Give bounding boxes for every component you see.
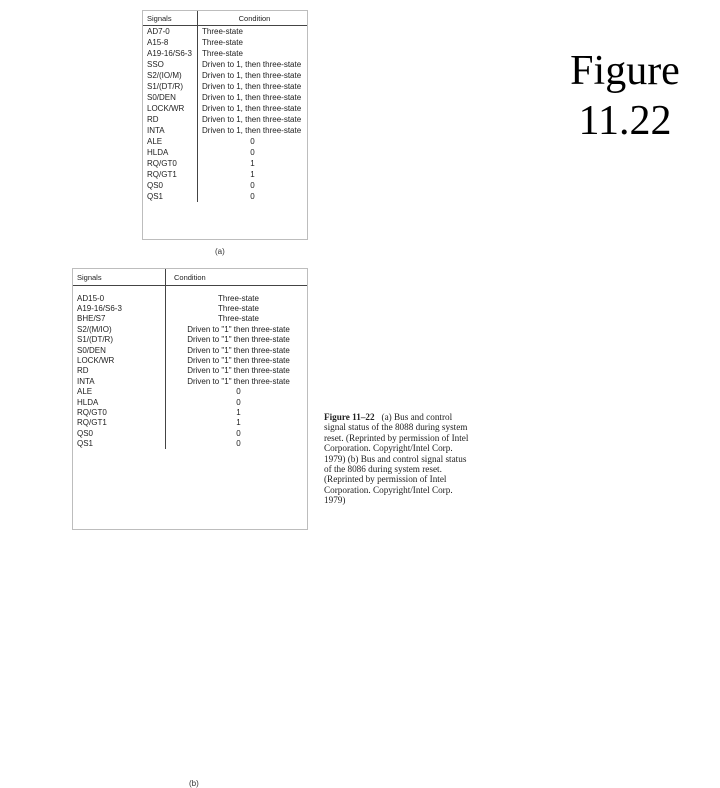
signal-cell: RD bbox=[147, 115, 159, 124]
signal-cell: LOCK/WR bbox=[77, 356, 115, 366]
signal-cell: LOCK/WR bbox=[147, 104, 185, 113]
signal-cell: HLDA bbox=[147, 148, 169, 157]
signal-cell: S1/(DT/R) bbox=[147, 82, 183, 91]
condition-cell: 0 bbox=[166, 428, 308, 438]
table-row bbox=[73, 407, 307, 417]
condition-cell: Driven to "1" then three-state bbox=[166, 355, 308, 365]
figure-caption bbox=[324, 412, 474, 506]
table-row bbox=[73, 303, 307, 313]
header-signals: Signals bbox=[143, 11, 198, 26]
table-row bbox=[143, 158, 307, 169]
table-header-row bbox=[143, 11, 307, 26]
signal-cell: SSO bbox=[147, 60, 164, 69]
signal-cell: BHE/S7 bbox=[77, 314, 106, 324]
table-row bbox=[73, 397, 307, 407]
condition-cell: Three-state bbox=[198, 48, 308, 59]
signal-cell: ALE bbox=[147, 137, 163, 146]
condition-cell: 0 bbox=[198, 191, 308, 202]
table-row bbox=[73, 355, 307, 365]
spacer-row bbox=[73, 286, 307, 294]
table-row bbox=[143, 70, 307, 81]
condition-cell: Driven to 1, then three-state bbox=[198, 81, 308, 92]
signal-cell: S2/(IO/M) bbox=[147, 71, 182, 80]
condition-cell: Three-state bbox=[166, 314, 308, 324]
signal-cell: S0/DEN bbox=[147, 93, 176, 102]
condition-cell: Driven to 1, then three-state bbox=[198, 103, 308, 114]
signal-cell: ALE bbox=[77, 387, 93, 397]
table-row bbox=[143, 103, 307, 114]
condition-cell: 1 bbox=[166, 407, 308, 417]
condition-cell: 0 bbox=[198, 147, 308, 158]
table-row bbox=[143, 169, 307, 180]
signal-cell: RQ/GT1 bbox=[77, 418, 107, 428]
table-body-a bbox=[143, 26, 307, 203]
condition-cell: Driven to "1" then three-state bbox=[166, 324, 308, 334]
condition-cell: Three-state bbox=[198, 26, 308, 38]
table-row bbox=[143, 59, 307, 70]
condition-cell: Driven to 1, then three-state bbox=[198, 92, 308, 103]
header-signals: Signals bbox=[73, 269, 166, 286]
slide-title bbox=[540, 46, 710, 146]
scanned-table-b bbox=[72, 268, 308, 788]
table-row bbox=[73, 418, 307, 428]
table-row bbox=[73, 345, 307, 355]
signal-cell: QS1 bbox=[77, 439, 94, 449]
signal-cell: A19-16/S6-3 bbox=[77, 304, 122, 314]
table-row bbox=[73, 314, 307, 324]
header-condition: Condition bbox=[198, 11, 308, 26]
signal-cell: INTA bbox=[147, 126, 165, 135]
table-row bbox=[143, 191, 307, 202]
caption-text: (a) Bus and control signal status of the 8088 during system reset. (Reprinted by permission of Intel Corporation. Copyright/Intel Corp. 1979) (b) Bus and control signal status of the 8086 during system reset. (Reprinted by permission of Intel Corporation. Copyright/Intel Corp. 1979) bbox=[324, 412, 469, 506]
table-row bbox=[143, 92, 307, 103]
signal-cell: QS0 bbox=[147, 181, 164, 190]
table-row bbox=[143, 180, 307, 191]
signal-cell: RQ/GT1 bbox=[147, 170, 177, 179]
table-row bbox=[73, 335, 307, 345]
table-header-row bbox=[73, 269, 307, 286]
signal-cell: A15-8 bbox=[147, 38, 169, 47]
table-row bbox=[143, 147, 307, 158]
table-row bbox=[73, 324, 307, 334]
signal-cell: S2/(M/IO) bbox=[77, 324, 112, 334]
slide-title-line1: Figure bbox=[570, 48, 680, 94]
table-row bbox=[73, 366, 307, 376]
condition-cell: Driven to 1, then three-state bbox=[198, 125, 308, 136]
table-row bbox=[143, 125, 307, 136]
signal-cell: A19-16/S6-3 bbox=[147, 49, 192, 58]
signal-cell: S1/(DT/R) bbox=[77, 335, 113, 345]
caption-figure-number: Figure 11–22 bbox=[324, 412, 375, 422]
header-condition: Condition bbox=[166, 269, 308, 286]
table-row bbox=[143, 81, 307, 92]
condition-cell: Driven to "1" then three-state bbox=[166, 376, 308, 386]
table-row bbox=[73, 387, 307, 397]
condition-cell: Driven to "1" then three-state bbox=[166, 335, 308, 345]
condition-cell: 1 bbox=[198, 169, 308, 180]
table-row bbox=[143, 26, 307, 38]
table-row bbox=[73, 293, 307, 303]
condition-cell: 0 bbox=[166, 387, 308, 397]
condition-cell: Driven to "1" then three-state bbox=[166, 366, 308, 376]
table-body-b bbox=[73, 286, 307, 449]
table-row bbox=[143, 37, 307, 48]
table-row bbox=[73, 376, 307, 386]
table-row bbox=[73, 438, 307, 448]
signal-cell: QS1 bbox=[147, 192, 164, 201]
spacer-cell bbox=[73, 286, 166, 294]
scanned-table-a bbox=[142, 10, 308, 256]
condition-cell: 0 bbox=[198, 136, 308, 147]
signal-cell: AD15-0 bbox=[77, 293, 105, 303]
condition-cell: Driven to 1, then three-state bbox=[198, 59, 308, 70]
signal-cell: RQ/GT0 bbox=[77, 407, 107, 417]
table-row bbox=[73, 428, 307, 438]
condition-cell: 0 bbox=[198, 180, 308, 191]
table-row bbox=[143, 48, 307, 59]
signal-cell: QS0 bbox=[77, 428, 94, 438]
signal-cell: AD7-0 bbox=[147, 27, 170, 36]
signal-cell: S0/DEN bbox=[77, 345, 106, 355]
signal-cell: RQ/GT0 bbox=[147, 159, 177, 168]
signal-table-a bbox=[143, 11, 307, 202]
table-b-tag: (b) bbox=[189, 779, 199, 788]
condition-cell: Three-state bbox=[198, 37, 308, 48]
condition-cell: 1 bbox=[166, 418, 308, 428]
signal-cell: RD bbox=[77, 366, 89, 376]
condition-cell: 0 bbox=[166, 397, 308, 407]
condition-cell: Driven to 1, then three-state bbox=[198, 70, 308, 81]
table-a-tag: (a) bbox=[215, 247, 225, 256]
slide-title-line2: 11.22 bbox=[578, 98, 672, 144]
signal-cell: HLDA bbox=[77, 397, 99, 407]
condition-cell: Three-state bbox=[166, 303, 308, 313]
table-row bbox=[143, 136, 307, 147]
condition-cell: 1 bbox=[198, 158, 308, 169]
condition-cell: Three-state bbox=[166, 293, 308, 303]
condition-cell: 0 bbox=[166, 438, 308, 448]
condition-cell: Driven to "1" then three-state bbox=[166, 345, 308, 355]
signal-cell: INTA bbox=[77, 376, 95, 386]
condition-cell: Driven to 1, then three-state bbox=[198, 114, 308, 125]
signal-table-b bbox=[73, 269, 307, 449]
spacer-cell bbox=[166, 286, 308, 294]
table-row bbox=[143, 114, 307, 125]
